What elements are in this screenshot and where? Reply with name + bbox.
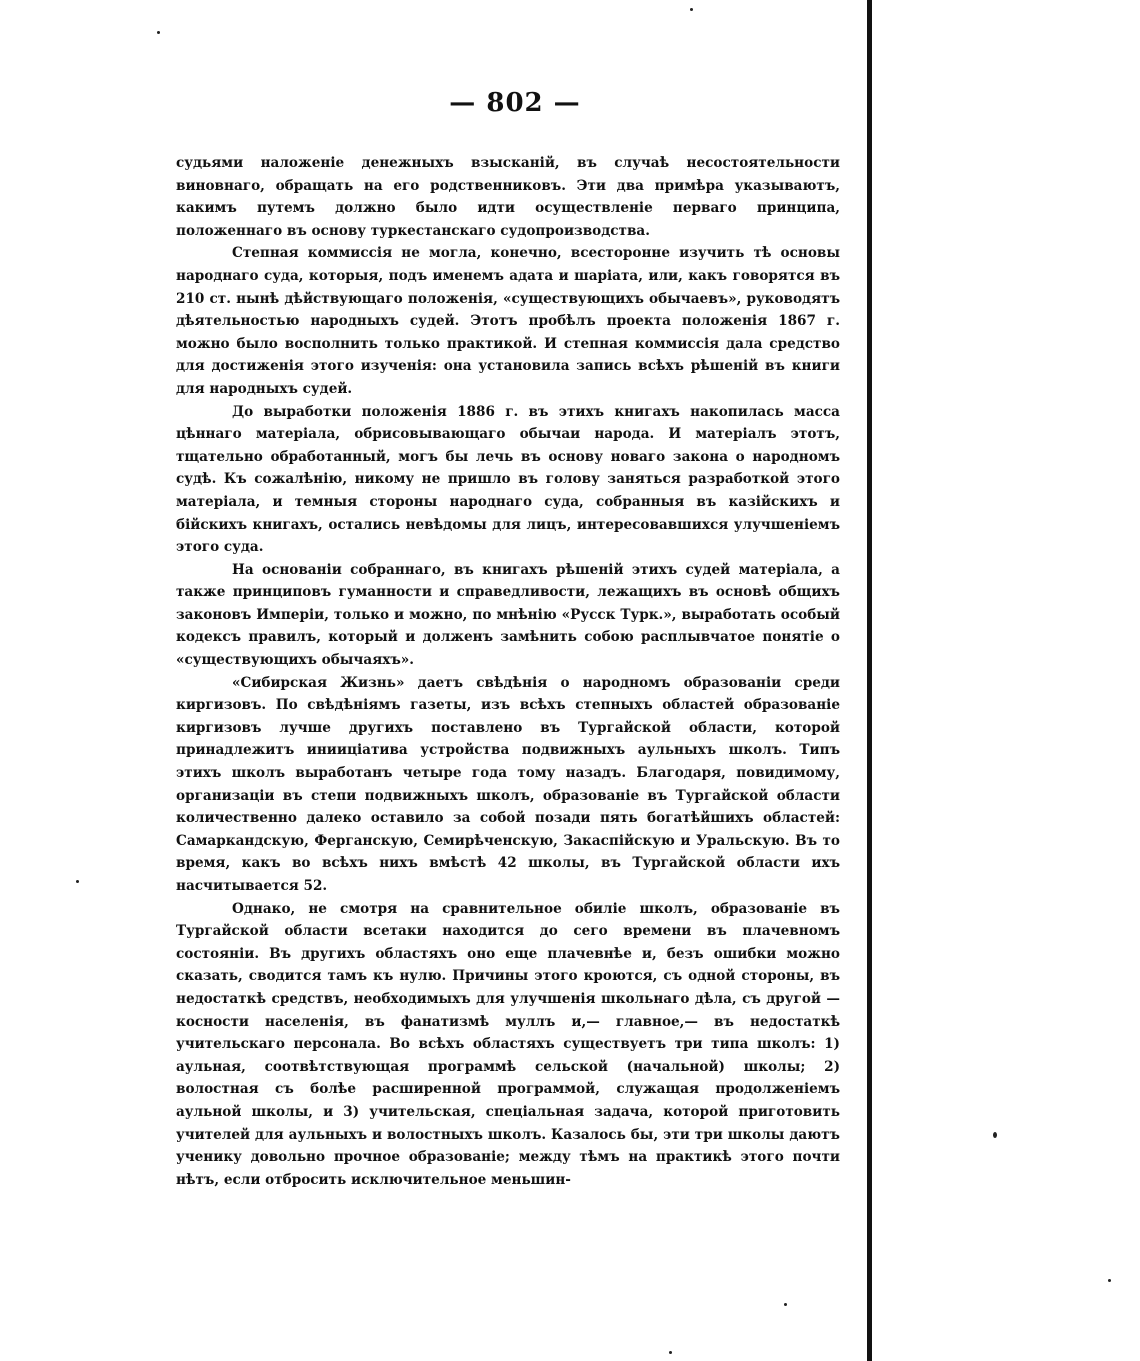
scan-speck <box>669 1351 672 1354</box>
scan-speck <box>157 31 160 34</box>
body-text <box>176 152 840 1191</box>
paragraph-6: Однако, не смотря на сравнительное обиліе школъ, образованіе въ Тургайской области всетаки находится до сего времени въ плачевномъ состояніи. Въ другихъ областяхъ оно еще плачевнѣе и, безъ ошибки можно сказать, сводится тамъ къ нулю. Причины этого кроются, съ одной стороны, въ недостаткѣ средствъ, необходимыхъ для улучшенія школьнаго дѣла, съ другой — косности населенія, въ фанатизмѣ муллъ и,— главное,— въ недостаткѣ учительскаго персонала. Во всѣхъ областяхъ существуетъ три типа школъ: 1) аульная, соотвѣтствующая программѣ сельской (начальной) школы; 2) волостная съ болѣе расширенной программой, служащая продолженіемъ аульной школы, и 3) учительская, спеціальная задача, которой приготовить учителей для аульныхъ и волостныхъ школъ. Казалось бы, эти три школы даютъ ученику довольно прочное образованіе; между тѣмъ на практикѣ этого почти нѣтъ, если отбросить исключительное меньшин- <box>176 900 840 1188</box>
scan-speck <box>993 1132 997 1138</box>
page-number: — 802 — <box>449 88 581 118</box>
paragraph-5: «Сибирская Жизнь» даетъ свѣдѣнія о народномъ образованіи среди киргизовъ. По свѣдѣніямъ газеты, изъ всѣхъ степныхъ областей образованіе киргизовъ лучше другихъ поставлено въ Тургайской области, которой принадлежитъ инииціатива устройства подвижныхъ аульныхъ школъ. Типъ этихъ школъ выработанъ четыре года тому назадъ. Благодаря, повидимому, организаціи въ степи подвижныхъ школъ, образованіе въ Тургайской области количественно далеко оставило за собой позади пять богатѣйшихъ областей: Самаркандскую, Ферганскую, Семирѣченскую, Закаспійскую и Уральскую. Въ то время, какъ во всѣхъ нихъ вмѣстѣ 42 школы, въ Тургайской области ихъ насчитывается 52. <box>176 674 840 894</box>
paragraph-4: На основаніи собраннаго, въ книгахъ рѣшеній этихъ судей матеріала, а также принциповъ гуманности и справедливости, лежащихъ въ основѣ общихъ законовъ Имперіи, только и можно, по мнѣнію «Русск Турк.», выработать особый кодексъ правилъ, который и долженъ замѣнить собою расплывчатое понятіе о «существующихъ обычаяхъ». <box>176 561 840 669</box>
paragraph-3: До выработки положенія 1886 г. въ этихъ книгахъ накопилась масса цѣннаго матеріала, обрисовывающаго обычаи народа. И матеріалъ этотъ, тщательно обработанный, могъ бы лечь въ основу новаго закона о народномъ судѣ. Къ сожалѣнію, никому не пришло въ голову заняться разработкой этого матеріала, и темныя стороны народнаго суда, собранныя въ казійскихъ и бійскихъ книгахъ, остались невѣдомы для лицъ, интересовавшихся улучшеніемъ этого суда. <box>176 403 840 556</box>
paragraph-2: Степная коммиссія не могла, конечно, всесторонне изучить тѣ основы народнаго суда, которыя, подъ именемъ адата и шаріата, или, какъ говорятся въ 210 ст. нынѣ дѣйствующаго положенія, «существующихъ обычаевъ», руководятъ дѣятельностью народныхъ судей. Этотъ пробѣлъ проекта положенія 1867 г. можно было восполнить только практикой. И степная коммиссія дала средство для достиженія этого изученія: она установила запись всѣхъ рѣшеній въ книги для народныхъ судей. <box>176 245 840 397</box>
scan-speck <box>690 8 693 11</box>
paragraph-1: судьями наложеніе денежныхъ взысканій, въ случаѣ несостоятельности виновнаго, обращать на его родственниковъ. Эти два примѣра указываютъ, какимъ путемъ должно было идти осуществленіе перваго принципа, положеннаго въ основу туркестанскаго судопроизводства. <box>176 155 840 239</box>
scan-speck <box>784 1303 787 1306</box>
binding-edge-line <box>867 0 872 1361</box>
scan-speck <box>76 880 79 883</box>
scan-speck <box>1108 1279 1111 1282</box>
